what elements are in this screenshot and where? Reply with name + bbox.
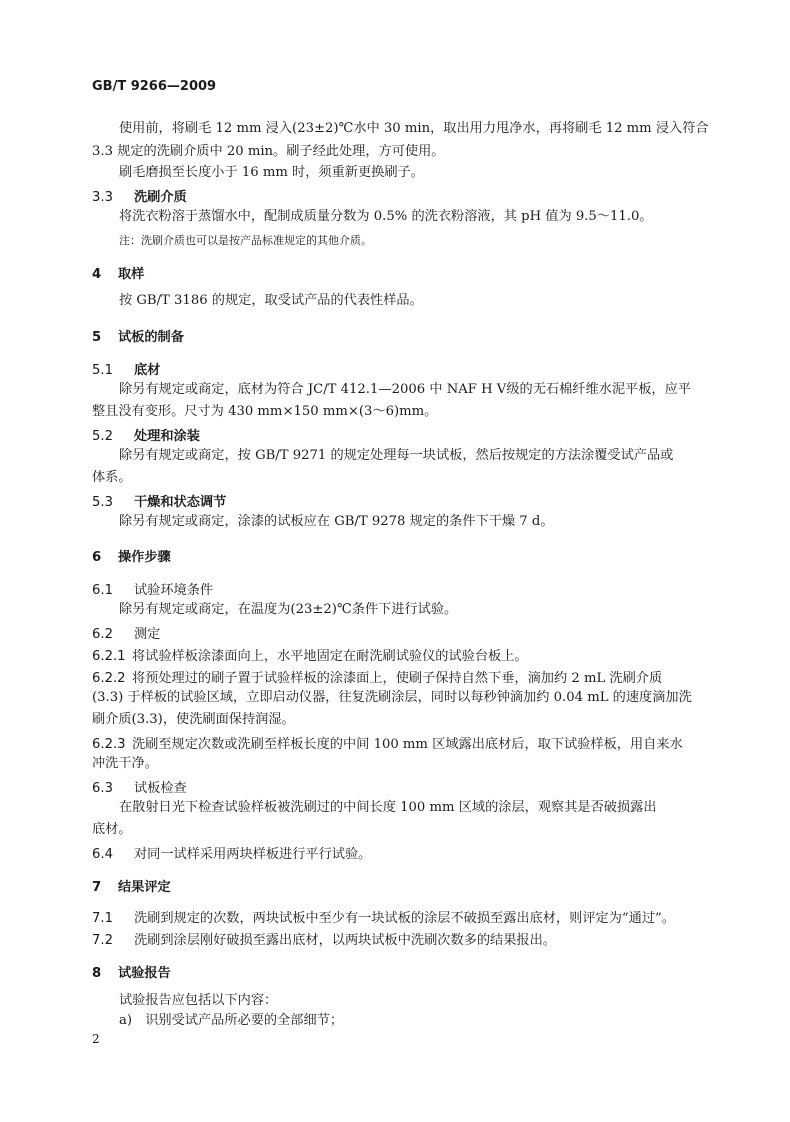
section-title: 操作步骤	[118, 550, 171, 565]
section-heading-5-2	[92, 425, 200, 444]
section-heading-4	[92, 263, 144, 282]
clause-text: 将试验样板涂漆面向上，水平地固定在耐洗刷试验仪的试验台板上。	[132, 649, 528, 664]
paragraph-line: 将洗衣粉溶于蒸馏水中，配制成质量分数为 0.5% 的洗衣粉溶液，其 pH 值为 9.5～11.0。	[119, 209, 653, 224]
paragraph-line: (3.3) 于样板的试验区域，立即启动仪器，往复洗刷涂层，同时以每秒钟滴加约 0.04 mL 的速度滴加洗	[92, 690, 692, 705]
section-number: 6	[92, 550, 102, 565]
section-title: 底材	[134, 363, 161, 378]
paragraph-line: 使用前，将刷毛 12 mm 浸入(23±2)℃水中 30 min，取出用力甩净水，再将刷毛 12 mm 浸入符合	[119, 121, 709, 136]
section-heading-6-2	[92, 623, 160, 642]
clause-text: 洗刷到规定的次数，两块试板中至少有一块试板的涂层不破损至露出底材，则评定为“通过”。	[134, 911, 675, 926]
clause-number: 6.2.2	[92, 671, 126, 686]
section-number: 6.4	[92, 847, 113, 862]
section-title: 结果评定	[118, 880, 171, 895]
section-heading-6	[92, 546, 171, 565]
section-heading-6-4	[92, 843, 371, 862]
paragraph-line: 除另有规定或商定，涂漆的试板应在 GB/T 9278 规定的条件下干燥 7 d。	[119, 514, 554, 529]
section-title: 测定	[134, 627, 161, 642]
paragraph-line: 除另有规定或商定，按 GB/T 9271 的规定处理每一块试板，然后按规定的方法涂覆受试产品或	[119, 448, 674, 463]
paragraph-line: 3.3 规定的洗刷介质中 20 min。刷子经此处理，方可使用。	[92, 144, 445, 159]
paragraph-line: 底材。	[92, 822, 132, 837]
section-title: 洗刷介质	[134, 190, 187, 205]
standard-code-header: GB/T 9266—2009	[92, 79, 217, 94]
section-number: 6.1	[92, 583, 113, 598]
clause-7-2	[92, 929, 556, 948]
list-item: a) 识别受试产品所必要的全部细节；	[119, 1013, 344, 1028]
section-number: 8	[92, 966, 102, 981]
paragraph-line: 冲洗干净。	[92, 756, 158, 771]
section-heading-5-1	[92, 359, 160, 378]
paragraph-line: 在散射日光下检查试验样板被洗刷过的中间长度 100 mm 区域的涂层，观察其是否破损露出	[119, 800, 657, 815]
page-number: 2	[92, 1032, 100, 1046]
section-heading-3-3	[92, 186, 187, 205]
clause-number: 6.2.1	[92, 649, 126, 664]
clause-text: 将预处理过的刷子置于试验样板的涂漆面上，使刷子保持自然下垂，滴加约 2 mL 洗刷介质	[132, 671, 663, 686]
paragraph-line: 除另有规定或商定，在温度为(23±2)℃条件下进行试验。	[119, 602, 458, 617]
section-text: 对同一试样采用两块样板进行平行试验。	[134, 847, 372, 862]
section-number: 4	[92, 267, 102, 282]
section-number: 5.1	[92, 363, 113, 378]
section-heading-5-3	[92, 491, 226, 510]
section-title: 试板的制备	[118, 330, 184, 345]
section-title: 处理和涂装	[134, 429, 200, 444]
clause-text: 洗刷到涂层刚好破损至露出底材，以两块试板中洗刷次数多的结果报出。	[134, 933, 556, 948]
clause-6-2-1	[92, 645, 528, 664]
paragraph-line: 整且没有变形。尺寸为 430 mm×150 mm×(3～6)mm。	[92, 404, 438, 419]
clause-6-2-2	[92, 667, 662, 686]
paragraph-line: 刷介质(3.3)，使洗刷面保持润湿。	[92, 712, 295, 727]
clause-6-2-3	[92, 733, 683, 752]
section-number: 5.3	[92, 495, 113, 510]
clause-number: 6.2.3	[92, 737, 126, 752]
clause-text: 洗刷至规定次数或洗刷至样板长度的中间 100 mm 区域露出底材后，取下试验样板，用自来水	[132, 737, 683, 752]
section-title: 取样	[118, 267, 145, 282]
paragraph-line: 体系。	[92, 470, 132, 485]
section-heading-7	[92, 876, 171, 895]
section-heading-5	[92, 326, 184, 345]
section-number: 7	[92, 880, 102, 895]
paragraph-line: 试验报告应包括以下内容：	[119, 993, 278, 1008]
section-title: 干燥和状态调节	[134, 495, 227, 510]
section-title: 试板检查	[134, 781, 187, 796]
section-number: 5	[92, 330, 102, 345]
clause-7-1	[92, 907, 675, 926]
clause-number: 7.1	[92, 911, 113, 926]
paragraph-line: 刷毛磨损至长度小于 16 mm 时，须重新更换刷子。	[119, 165, 424, 180]
section-title: 试验环境条件	[134, 583, 214, 598]
section-number: 3.3	[92, 190, 113, 205]
clause-number: 7.2	[92, 933, 113, 948]
paragraph-line: 按 GB/T 3186 的规定，取受试产品的代表性样品。	[119, 293, 423, 308]
paragraph-line: 除另有规定或商定，底材为符合 JC/T 412.1—2006 中 NAF H Ⅴ级的无石棉纤维水泥平板，应平	[119, 382, 691, 397]
section-heading-8	[92, 962, 171, 981]
section-number: 6.3	[92, 781, 113, 796]
section-heading-6-3	[92, 777, 187, 796]
section-number: 5.2	[92, 429, 113, 444]
section-number: 6.2	[92, 627, 113, 642]
section-heading-6-1	[92, 579, 213, 598]
section-title: 试验报告	[118, 966, 171, 981]
note: 注：洗刷介质也可以是按产品标准规定的其他介质。	[119, 234, 372, 247]
